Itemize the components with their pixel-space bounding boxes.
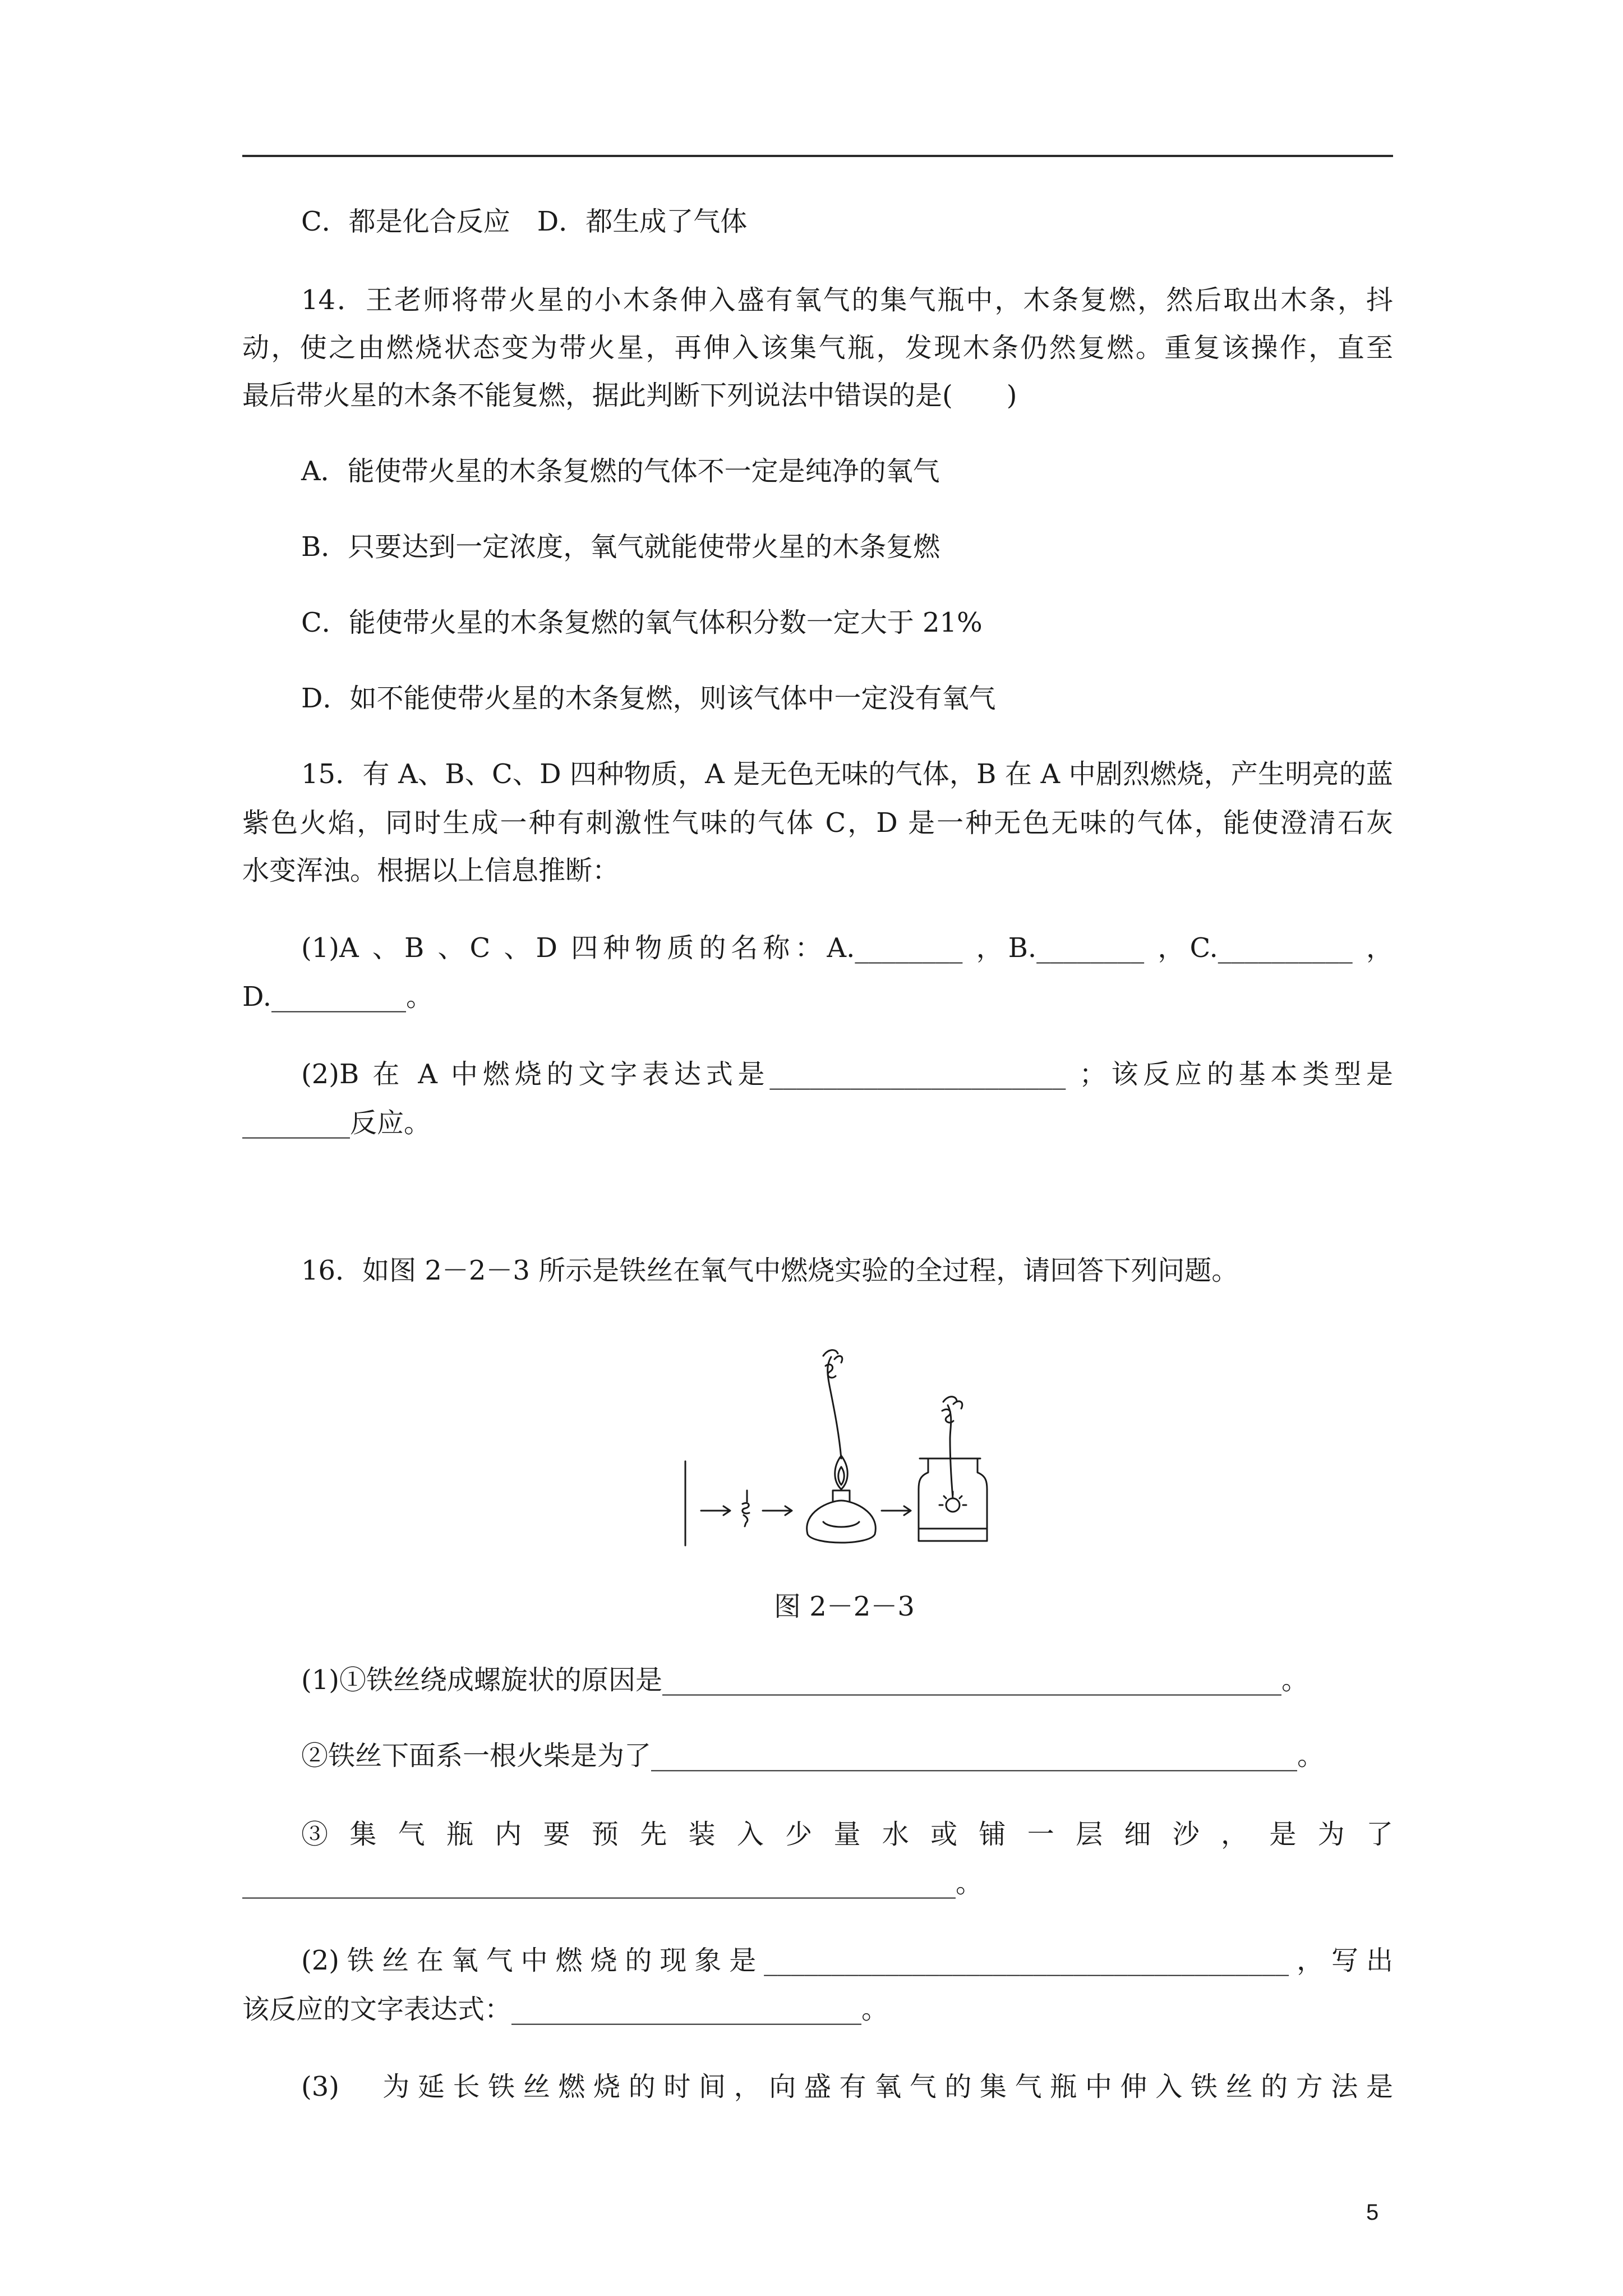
q15-part1-line-2: D.__________。	[242, 981, 434, 1013]
iron-wire-combustion-figure	[673, 1343, 1032, 1568]
figure-caption: 图 2－2－3	[774, 1591, 915, 1622]
q14-option-a: A．能使带火星的木条复燃的气体不一定是纯净的氧气	[301, 455, 940, 487]
q15-part1-line-1: (1)A 、B 、C 、D 四种物质的名称：A.________ ，B.________ ，C.__________ ，	[301, 932, 1393, 964]
q13-option-cd: C．都是化合反应 D．都生成了气体	[301, 206, 748, 237]
q16-part2-line-2: 该反应的文字表达式：__________________________。	[242, 1994, 889, 2025]
q16-part1-line-3: ③ 集 气 瓶 内 要 预 先 装 入 少 量 水 或 铺 一 层 细 沙 ， 是 为 了	[301, 1819, 1393, 1850]
q14-option-c: C．能使带火星的木条复燃的氧气体积分数一定大于 21%	[301, 607, 983, 638]
page-number: 5	[1366, 2200, 1379, 2225]
q16-part1-line-2: ②铁丝下面系一根火柴是为了________________________________________________。	[301, 1740, 1325, 1772]
q16-part3-line-1: (3) 为延长铁丝燃烧的时间，向盛有氧气的集气瓶中伸入铁丝的方法是	[301, 2071, 1393, 2102]
alcohol-lamp-icon	[807, 1456, 876, 1543]
q14-option-b: B．只要达到一定浓度，氧气就能使带火星的木条复燃	[301, 531, 940, 563]
header-rule	[242, 155, 1393, 157]
q14-line-3: 最后带火星的木条不能复燃，据此判断下列说法中错误的是( )	[242, 380, 1017, 411]
q14-line-1: 14．王老师将带火星的小木条伸入盛有氧气的集气瓶中，木条复燃，然后取出木条，抖	[301, 284, 1393, 316]
q15-part2-line-1: (2)B 在 A 中燃烧的文字表达式是______________________ ；该反应的基本类型是	[301, 1059, 1393, 1090]
q14-line-2: 动，使之由燃烧状态变为带火星，再伸入该集气瓶，发现木条仍然复燃。重复该操作，直至	[242, 332, 1393, 364]
q16-part1-line-4: _____________________________________________________。	[242, 1867, 983, 1899]
q15-line-3: 水变浑浊。根据以上信息推断：	[242, 855, 620, 886]
q15-line-2: 紫色火焰，同时生成一种有刺激性气味的气体 C，D 是一种无色无味的气体，能使澄清石灰	[242, 807, 1393, 839]
gas-jar-icon	[919, 1458, 987, 1541]
q16-part1-line-1: (1)①铁丝绕成螺旋状的原因是______________________________________________。	[301, 1664, 1308, 1696]
coiled-wire-icon	[743, 1490, 749, 1526]
q14-option-d: D．如不能使带火星的木条复燃，则该气体中一定没有氧气	[301, 683, 996, 714]
q15-part2-line-2: ________反应。	[242, 1107, 431, 1139]
q16-line-1: 16．如图 2－2－3 所示是铁丝在氧气中燃烧实验的全过程，请回答下列问题。	[301, 1255, 1239, 1286]
q15-line-1: 15．有 A、B、C、D 四种物质，A 是无色无味的气体，B 在 A 中剧烈燃烧，产生明亮的蓝	[301, 758, 1393, 790]
wire-with-match-icon-1	[823, 1350, 842, 1458]
wire-with-match-icon-2	[942, 1397, 962, 1498]
q16-part2-line-1: (2)铁丝在氧气中燃烧的现象是_______________________________________，写出	[301, 1945, 1393, 1976]
